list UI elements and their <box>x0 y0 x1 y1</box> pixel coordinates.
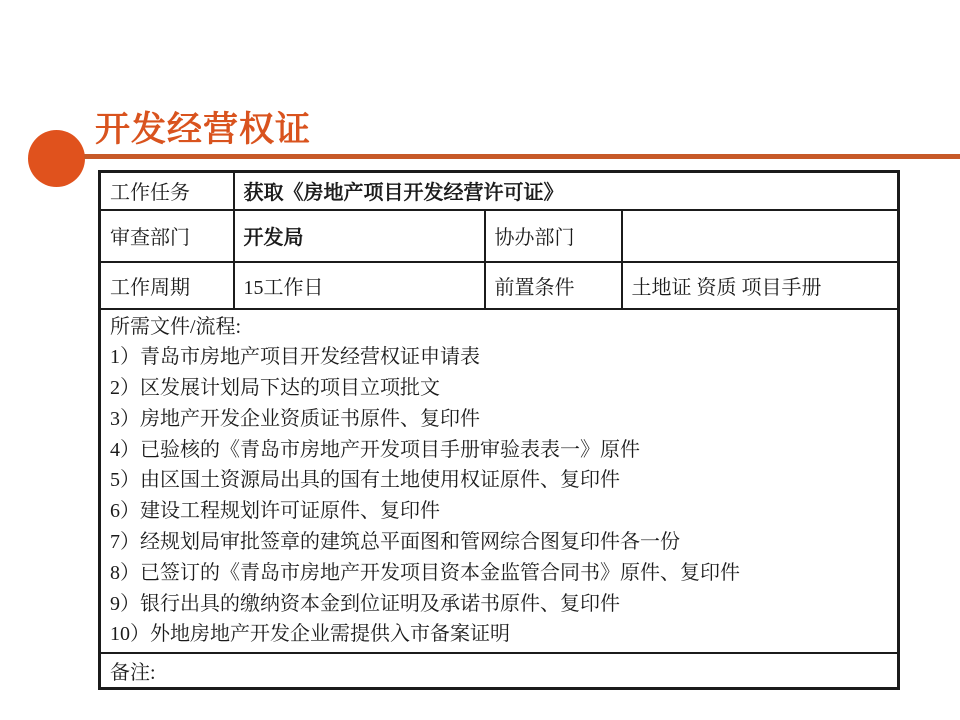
table-row <box>100 653 899 689</box>
documents-heading: 所需文件/流程: <box>110 315 242 338</box>
review-dept-value: 开发局 <box>234 210 485 262</box>
note-cell: 备注: <box>100 653 899 689</box>
work-task-value: 获取《房地产项目开发经营许可证》 <box>234 172 899 210</box>
table-row <box>100 210 899 262</box>
document-item: 5）由区国土资源局出具的国有土地使用权证原件、复印件 <box>110 469 620 492</box>
documents-list <box>110 342 889 650</box>
page-title: 开发经营权证 <box>95 110 312 149</box>
table-row <box>100 309 899 654</box>
permit-info-table <box>98 170 900 690</box>
document-item: 1）青岛市房地产项目开发经营权证申请表 <box>110 346 480 369</box>
work-cycle-label: 工作周期 <box>100 262 234 309</box>
document-item: 8）已签订的《青岛市房地产开发项目资本金监管合同书》原件、复印件 <box>110 561 740 584</box>
document-item: 7）经规划局审批签章的建筑总平面图和管网综合图复印件各一份 <box>110 531 680 554</box>
title-underline-rule <box>84 154 960 159</box>
document-item: 4）已验核的《青岛市房地产开发项目手册审验表表一》原件 <box>110 438 640 461</box>
document-item: 3）房地产开发企业资质证书原件、复印件 <box>110 407 480 430</box>
document-item: 2）区发展计划局下达的项目立项批文 <box>110 377 440 400</box>
review-dept-label: 审查部门 <box>100 210 234 262</box>
precondition-label: 前置条件 <box>485 262 622 309</box>
work-task-label: 工作任务 <box>100 172 234 210</box>
document-item: 9）银行出具的缴纳资本金到位证明及承诺书原件、复印件 <box>110 592 620 615</box>
precondition-value: 土地证 资质 项目手册 <box>622 262 899 309</box>
required-documents-cell <box>100 309 899 654</box>
co-dept-label: 协办部门 <box>485 210 622 262</box>
table-row <box>100 172 899 210</box>
bullet-circle-decoration <box>28 130 85 187</box>
co-dept-value <box>622 210 899 262</box>
document-item: 6）建设工程规划许可证原件、复印件 <box>110 500 440 523</box>
document-item: 10）外地房地产开发企业需提供入市备案证明 <box>110 623 510 646</box>
work-cycle-value: 15工作日 <box>234 262 485 309</box>
table-row <box>100 262 899 309</box>
